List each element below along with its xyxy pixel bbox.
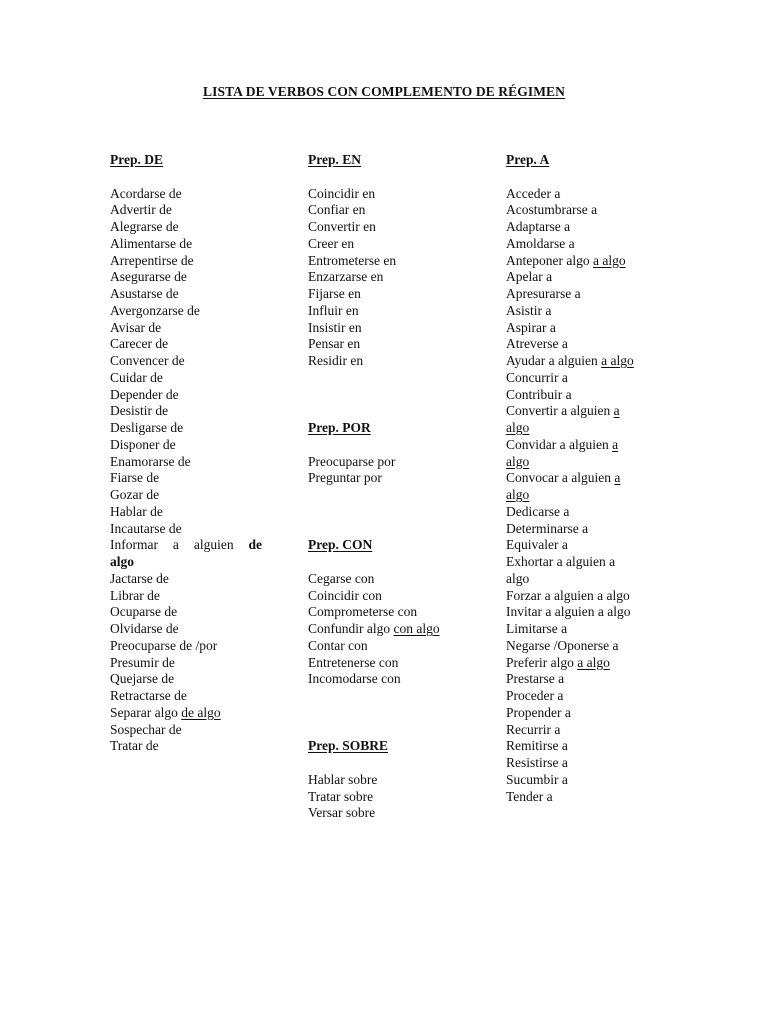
verb-item: Insistir en [308, 319, 362, 335]
spacer [308, 370, 478, 420]
verb-convocar [506, 470, 656, 487]
verb-item: Depender de [110, 386, 179, 402]
verb-item: Avisar de [110, 319, 162, 335]
verb-item: Apelar a [506, 269, 553, 285]
verb-text: Convocar a alguien [506, 470, 615, 486]
verb-item: Apresurarse a [506, 286, 581, 301]
verb-exhortar: Exhortar a alguien a [506, 554, 616, 569]
heading-prep-en: Prep. EN [308, 152, 361, 167]
verb-item: Quejarse de [110, 671, 175, 687]
verb-item: Pensar en [308, 336, 361, 352]
verb-item: Enamorarse de [110, 453, 191, 469]
verb-item: Carecer de [110, 336, 169, 352]
verb-convocar-cont: algo [506, 487, 530, 502]
verb-item: Disponer de [110, 436, 176, 452]
verb-item: Preocuparse de /por [110, 637, 218, 653]
verb-informar-cont: algo [110, 554, 135, 569]
list-con-b [308, 638, 478, 688]
verb-item: Sospechar de [110, 721, 182, 737]
verb-underlined: a algo [601, 353, 634, 368]
column-prep-de [110, 152, 270, 755]
verb-item: Atreverse a [506, 336, 568, 352]
verb-text: Separar algo [110, 704, 182, 720]
verb-item: Equivaler a [506, 537, 568, 553]
verb-underlined: a [612, 436, 619, 452]
verb-underlined: con algo [393, 621, 440, 636]
verb-item: Desligarse de [110, 420, 184, 435]
verb-item: Preocuparse por [308, 453, 396, 469]
list-a-5 [506, 588, 656, 655]
verb-anteponer [506, 253, 656, 270]
verb-convertir [506, 403, 656, 420]
verb-item: Hablar sobre [308, 771, 378, 787]
verb-text: Ayudar a alguien [506, 353, 602, 368]
verb-item: Tratar sobre [308, 788, 374, 804]
verb-item: Cuidar de [110, 369, 163, 385]
verb-text: Convidar a alguien [506, 436, 613, 452]
verb-item: Asistir a [506, 302, 552, 318]
list-a-1 [506, 186, 656, 253]
word: a [172, 537, 179, 553]
verb-item: Fijarse en [308, 286, 361, 301]
heading-prep-sobre: Prep. SOBRE [308, 738, 389, 754]
verb-item: Negarse /Oponerse a [506, 637, 619, 653]
verb-item: Gozar de [110, 487, 160, 502]
verb-text: Preferir algo [506, 654, 578, 670]
verb-text: Confundir algo [308, 621, 394, 636]
verb-item: Coincidir con [308, 587, 382, 603]
verb-item: Preguntar por [308, 470, 382, 486]
verb-item: Tratar de [110, 738, 159, 754]
verb-item: Concurrir a [506, 369, 568, 385]
verb-item: Acostumbrarse a [506, 202, 598, 218]
heading-prep-por: Prep. POR [308, 420, 371, 435]
verb-item: Resistirse a [506, 755, 568, 770]
verb-convidar [506, 437, 656, 454]
verb-item: Aspirar a [506, 319, 556, 335]
list-a-3 [506, 370, 656, 404]
list-a-6 [506, 671, 656, 805]
word: Informar [110, 537, 158, 553]
verb-text: Anteponer algo [506, 252, 593, 268]
verb-informar [110, 537, 262, 554]
verb-item: Amoldarse a [506, 235, 575, 251]
verb-exhortar-cont: algo [506, 570, 530, 586]
verb-item: Alegrarse de [110, 219, 179, 234]
verb-text: Convertir a alguien [506, 403, 614, 419]
spacer [308, 487, 478, 537]
verb-item: Enzarzarse en [308, 269, 384, 285]
verb-item: Presumir de [110, 654, 175, 670]
verb-item: Limitarse a [506, 621, 568, 636]
verb-item: Invitar a alguien a algo [506, 604, 631, 620]
verb-item: Convencer de [110, 353, 185, 368]
verb-item: Acceder a [506, 185, 561, 201]
verb-underlined: a [614, 470, 621, 486]
verb-item: Determinarse a [506, 520, 589, 536]
verb-item: Jactarse de [110, 570, 169, 586]
verb-item: Olvidarse de [110, 621, 179, 636]
verb-item: Hablar de [110, 503, 163, 519]
verb-preferir [506, 655, 656, 672]
verb-item: Creer en [308, 235, 355, 251]
verb-item: Arrepentirse de [110, 252, 194, 268]
list-de-c [110, 722, 270, 756]
verb-item: Forzar a alguien a algo [506, 587, 630, 603]
verb-item: Propender a [506, 704, 571, 720]
column-prep-a [506, 152, 656, 805]
verb-item: Entretenerse con [308, 654, 399, 670]
verb-underlined: a algo [592, 252, 626, 268]
word-bold: de [248, 537, 262, 553]
column-prep-mid [308, 152, 478, 822]
verb-item: Prestarse a [506, 671, 565, 687]
list-sobre [308, 772, 478, 822]
verb-item: Cegarse con [308, 570, 375, 586]
verb-item: Dedicarse a [506, 503, 570, 519]
list-de-b [110, 571, 270, 705]
verb-item: Proceder a [506, 688, 564, 703]
verb-underlined: a algo [577, 654, 610, 670]
page-title: LISTA DE VERBOS CON COMPLEMENTO DE RÉGIMEN [202, 84, 565, 99]
verb-item: Advertir de [110, 202, 172, 218]
verb-item: Retractarse de [110, 688, 187, 703]
verb-underlined: a [613, 403, 620, 419]
verb-item: Residir en [308, 353, 364, 368]
heading-prep-a: Prep. A [506, 152, 550, 167]
list-en [308, 186, 478, 370]
verb-item: Asustarse de [110, 286, 179, 301]
verb-item: Incautarse de [110, 520, 182, 536]
verb-item: Recurrir a [506, 721, 561, 737]
verb-item: Alimentarse de [110, 235, 193, 251]
verb-item: Acordarse de [110, 185, 182, 201]
verb-item: Confiar en [308, 202, 366, 218]
verb-item: Fiarse de [110, 470, 160, 486]
verb-item: Librar de [110, 587, 160, 603]
verb-item: Asegurarse de [110, 269, 187, 285]
verb-item: Contar con [308, 637, 368, 653]
verb-item: Incomodarse con [308, 671, 401, 687]
list-a-4 [506, 504, 656, 554]
verb-item: Entrometerse en [308, 252, 397, 268]
verb-item: Contribuir a [506, 386, 572, 402]
verb-item: Desistir de [110, 403, 169, 419]
verb-confundir [308, 621, 478, 638]
heading-prep-con: Prep. CON [308, 537, 373, 553]
verb-convidar-cont: algo [506, 453, 530, 469]
verb-item: Avergonzarse de [110, 302, 200, 318]
verb-separar [110, 705, 270, 722]
list-a-2 [506, 269, 656, 353]
verb-item: Coincidir en [308, 185, 376, 201]
verb-item: Versar sobre [308, 805, 376, 821]
verb-convertir-cont: algo [506, 420, 530, 435]
list-por [308, 454, 478, 488]
verb-item: Remitirse a [506, 738, 568, 754]
spacer [308, 688, 478, 738]
heading-prep-de: Prep. DE [110, 152, 163, 167]
verb-item: Sucumbir a [506, 771, 568, 787]
verb-item: Influir en [308, 302, 359, 318]
verb-item: Adaptarse a [506, 219, 571, 234]
verb-item: Comprometerse con [308, 604, 418, 620]
verb-item: Tender a [506, 788, 553, 804]
verb-item: Convertir en [308, 219, 376, 234]
verb-item: Ocuparse de [110, 604, 178, 620]
word: alguien [193, 537, 234, 553]
verb-ayudar [506, 353, 656, 370]
verb-underlined: de algo [181, 704, 221, 720]
list-con-a [308, 571, 478, 621]
list-de-a [110, 186, 270, 538]
